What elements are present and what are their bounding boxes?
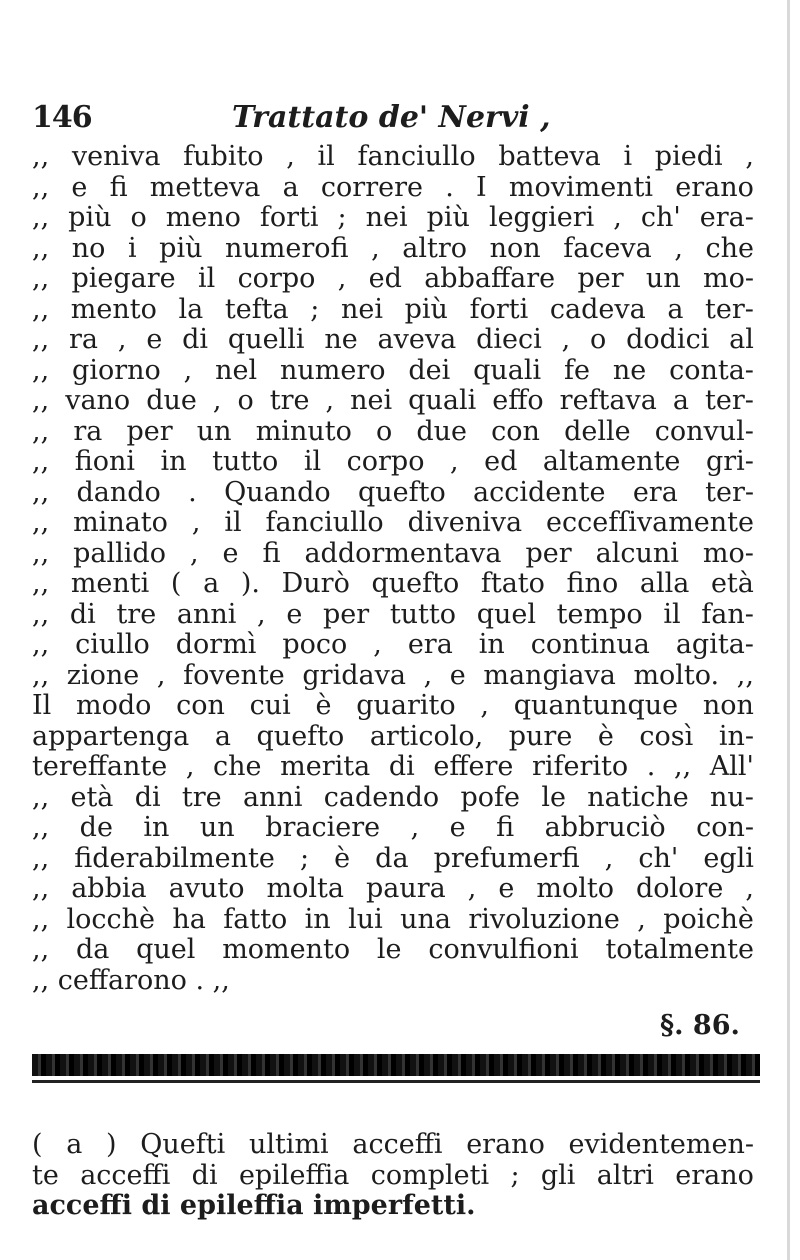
text-line: ,, minato , il fanciullo diveniva eccefſivamente xyxy=(32,507,754,538)
text-line: ,, veniva fubito , il fanciullo batteva i piedi , xyxy=(32,141,754,172)
text-line: ,, abbia avuto molta paura , e molto dolore , xyxy=(32,873,754,904)
text-line: ,, da quel momento le convulfioni totalmente xyxy=(32,934,754,965)
footnote xyxy=(32,1130,754,1222)
text-line: ,, pallido , e fi addormentava per alcuni mo- xyxy=(32,537,754,569)
text-line: ,, età di tre anni cadendo pofe le natiche nu- xyxy=(32,781,754,813)
text-line: ,, fioni in tutto il corpo , ed altamente gri- xyxy=(32,446,754,477)
text-line: ,, de in un braciere , e fi abbruciò con- xyxy=(32,812,754,843)
footnote-line: acceffi di epileffia imperfetti. xyxy=(32,1190,476,1221)
text-line: ,, ra per un minuto o due con delle convul- xyxy=(32,415,754,447)
text-line: ,, di tre anni , e per tutto quel tempo il fan- xyxy=(32,598,754,630)
text-line: ,, menti ( a ). Durò quefto ftato fino alla età xyxy=(32,568,754,599)
section-number: §. 86. xyxy=(660,1010,740,1041)
text-line: ,, locchè ha fatto in lui una rivoluzione , poichè xyxy=(32,903,754,935)
text-line: ,, ceffarono . ,, xyxy=(32,964,230,996)
footnote-line: ( a ) Quefti ultimi acceffi erano evidentemen- xyxy=(32,1129,754,1160)
text-line: appartenga a quefto articolo, pure è così in- xyxy=(32,720,754,752)
page-header xyxy=(32,98,652,138)
page-edge xyxy=(787,0,790,1260)
body-text xyxy=(32,142,754,996)
text-line: ,, zione , fovente gridava , e mangiava molto. ,, xyxy=(32,659,754,691)
page-number: 146 xyxy=(32,100,92,135)
text-line: ,, ciullo dormì poco , era in continua agita- xyxy=(32,629,754,660)
text-line: ,, giorno , nel numero dei quali fe ne conta- xyxy=(32,354,754,386)
text-line: ,, dando . Quando quefto accidente era ter- xyxy=(32,476,754,508)
running-title: Trattato de' Nervi , xyxy=(232,100,551,135)
ornamental-rule xyxy=(32,1054,760,1076)
text-line: tereffante , che merita di effere riferito . ,, All' xyxy=(32,751,754,782)
text-line: ,, più o meno forti ; nei più leggieri , ch' era- xyxy=(32,202,754,233)
text-line: ,, vano due , o tre , nei quali effo reftava a ter- xyxy=(32,385,754,416)
text-line: ,, mento la tefta ; nei più forti cadeva a ter- xyxy=(32,293,754,325)
text-line: ,, no i più numerofi , altro non faceva , che xyxy=(32,232,754,264)
text-line: ,, e fi metteva a correre . I movimenti erano xyxy=(32,171,754,203)
text-line: ,, fiderabilmente ; è da prefumerfi , ch' egli xyxy=(32,842,754,874)
text-line: Il modo con cui è guarito , quantunque non xyxy=(32,690,754,721)
text-line: ,, ra , e di quelli ne aveva dieci , o dodici al xyxy=(32,324,754,355)
footnote-line: te acceffi di epileffia completi ; gli altri erano xyxy=(32,1159,754,1191)
divider-line xyxy=(32,1080,760,1083)
text-line: ,, piegare il corpo , ed abbaffare per un mo- xyxy=(32,263,754,294)
